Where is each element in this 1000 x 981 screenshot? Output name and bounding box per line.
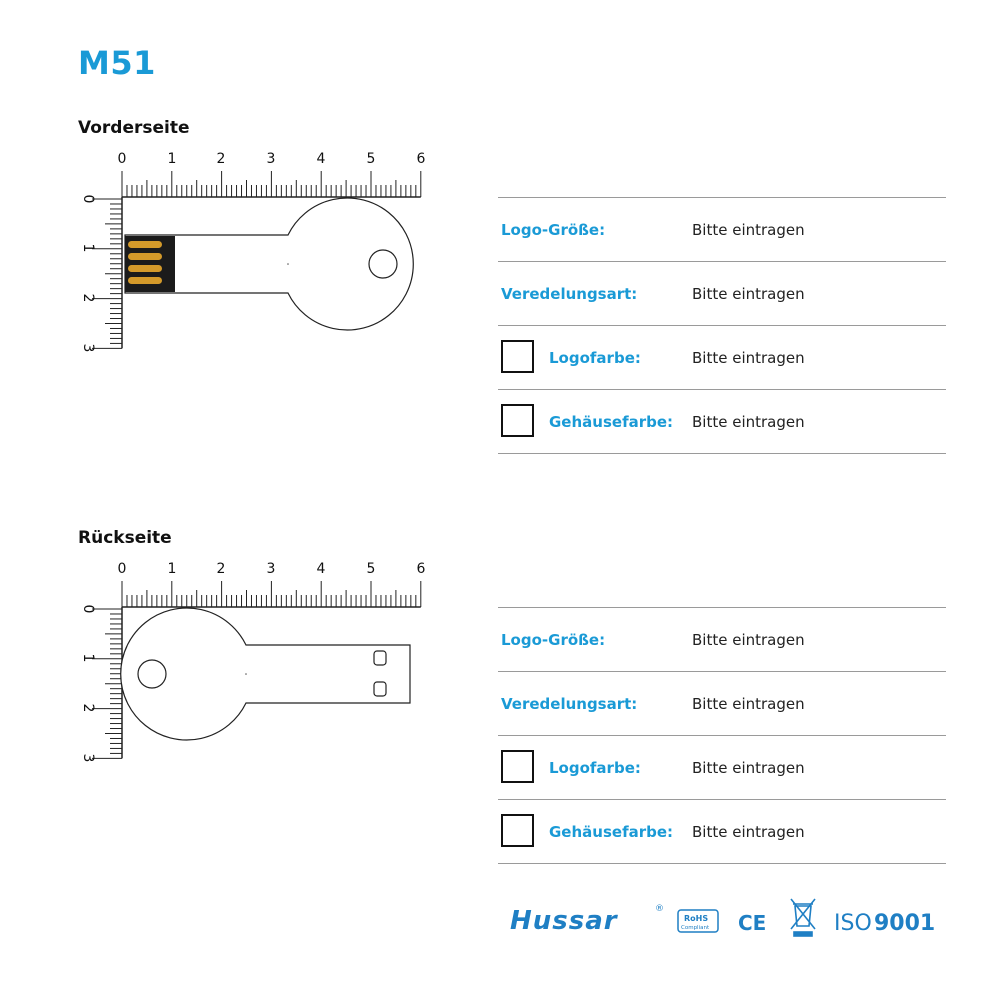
- back-ruler-left: [92, 607, 122, 758]
- page-title: M51: [78, 44, 156, 82]
- rohs-icon: [678, 910, 718, 932]
- back-key-diagram: [70, 555, 430, 770]
- ruler-left-label: 0: [80, 194, 96, 204]
- ruler-top-label: 1: [167, 151, 177, 167]
- spec-row: [498, 389, 946, 454]
- front-ruler-left: [92, 197, 122, 348]
- back-ruler-top: [122, 581, 421, 607]
- spec-label: Logo-Größe:: [501, 220, 606, 239]
- gehaeusefarbe-checkbox[interactable]: [501, 814, 534, 847]
- ruler-top-label: 2: [216, 151, 226, 167]
- certification-logos: [508, 893, 948, 945]
- spec-value[interactable]: Bitte eintragen: [692, 694, 805, 713]
- spec-label: Logo-Größe:: [501, 630, 606, 649]
- spec-value[interactable]: Bitte eintragen: [692, 630, 805, 649]
- svg-text:RoHS: RoHS: [684, 914, 709, 923]
- ruler-top-label: 4: [316, 151, 326, 167]
- spec-row: [498, 325, 946, 389]
- key-hole: [369, 250, 397, 278]
- ruler-top-label: 3: [266, 151, 276, 167]
- iso9001-logo: [834, 911, 935, 936]
- ruler-top-label: 0: [117, 151, 127, 167]
- spec-label: Veredelungsart:: [501, 284, 638, 303]
- ce-mark-icon: [738, 911, 766, 935]
- ruler-top-label: 2: [216, 561, 226, 577]
- svg-text:CE: CE: [738, 911, 767, 935]
- spec-value[interactable]: Bitte eintragen: [692, 412, 805, 431]
- svg-text:®: ®: [655, 904, 664, 914]
- spec-label: Logofarbe:: [549, 758, 641, 777]
- back-heading: Rückseite: [78, 528, 172, 548]
- front-heading: Vorderseite: [78, 118, 190, 138]
- ruler-top-label: 6: [416, 151, 426, 167]
- gehaeusefarbe-checkbox[interactable]: [501, 404, 534, 437]
- back-spec-table: [498, 607, 946, 864]
- ruler-left-label: 1: [80, 243, 96, 253]
- hussar-logo: [510, 904, 664, 936]
- spec-value[interactable]: Bitte eintragen: [692, 220, 805, 239]
- ruler-top-label: 4: [316, 561, 326, 577]
- logofarbe-checkbox[interactable]: [501, 750, 534, 783]
- spec-value[interactable]: Bitte eintragen: [692, 284, 805, 303]
- ruler-top-label: 1: [167, 561, 177, 577]
- spec-row: [498, 671, 946, 735]
- ruler-left-label: 0: [80, 604, 96, 614]
- ruler-top-label: 0: [117, 561, 127, 577]
- ruler-left-label: 2: [80, 293, 96, 303]
- usb-slot-icon: [374, 651, 386, 665]
- spec-label: Gehäusefarbe:: [549, 822, 674, 841]
- ruler-top-label: 6: [416, 561, 426, 577]
- svg-text:Hussar: Hussar: [510, 906, 618, 936]
- spec-row: [498, 799, 946, 864]
- weee-bin-icon: [791, 899, 815, 936]
- spec-value[interactable]: Bitte eintragen: [692, 758, 805, 777]
- spec-label: Logofarbe:: [549, 348, 641, 367]
- svg-text:9001: 9001: [874, 911, 936, 936]
- ruler-top-label: 5: [366, 561, 376, 577]
- spec-value[interactable]: Bitte eintragen: [692, 348, 805, 367]
- spec-row: [498, 607, 946, 671]
- usb-contacts-icon: [125, 236, 175, 292]
- front-key-diagram: [70, 145, 430, 360]
- ruler-left-label: 2: [80, 703, 96, 713]
- spec-row: [498, 197, 946, 261]
- logofarbe-checkbox[interactable]: [501, 340, 534, 373]
- ruler-top-label: 5: [366, 151, 376, 167]
- key-hole: [138, 660, 166, 688]
- spec-label: Veredelungsart:: [501, 694, 638, 713]
- front-ruler-top: [122, 171, 421, 197]
- spec-row: [498, 735, 946, 799]
- spec-row: [498, 261, 946, 325]
- svg-text:Compliant: Compliant: [681, 925, 710, 931]
- ruler-left-label: 1: [80, 653, 96, 663]
- ruler-top-label: 3: [266, 561, 276, 577]
- svg-text:ISO: ISO: [834, 911, 872, 936]
- usb-slot-icon: [374, 682, 386, 696]
- spec-value[interactable]: Bitte eintragen: [692, 822, 805, 841]
- ruler-left-label: 3: [80, 753, 96, 763]
- ruler-left-label: 3: [80, 343, 96, 353]
- spec-label: Gehäusefarbe:: [549, 412, 674, 431]
- front-spec-table: [498, 197, 946, 454]
